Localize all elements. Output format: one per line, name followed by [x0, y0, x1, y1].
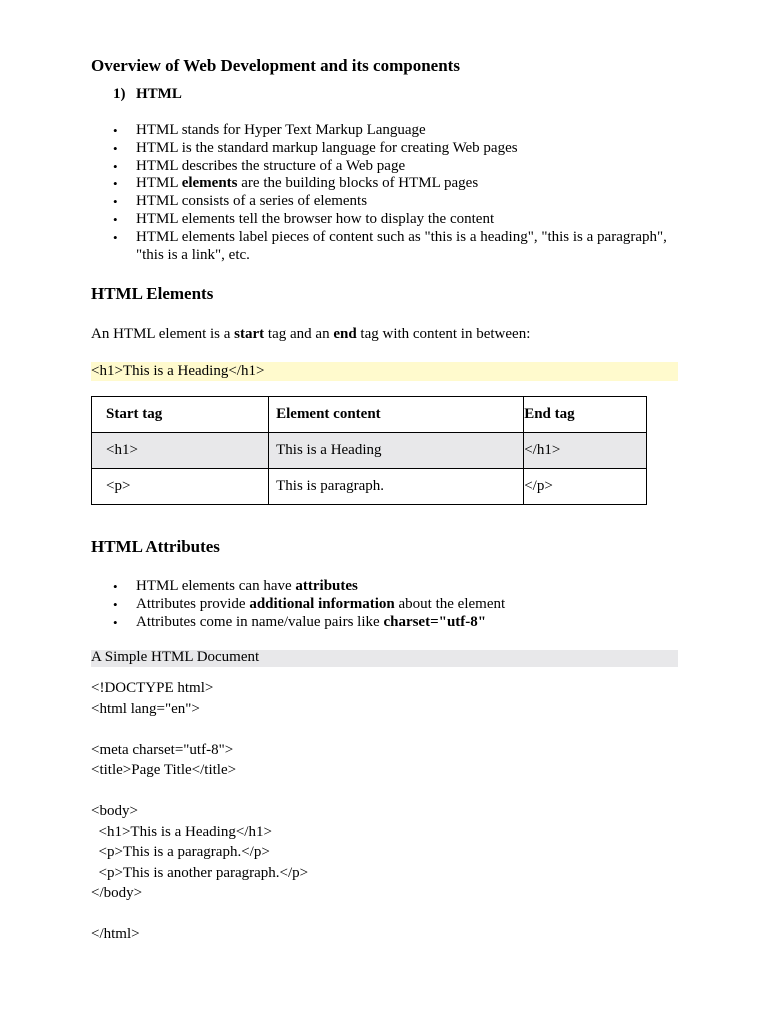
page-title: Overview of Web Development and its components	[91, 56, 460, 75]
list-item: • HTML elements can have attributes	[91, 578, 691, 596]
code-line: <html lang="en">	[91, 700, 200, 717]
elements-intro-text: An HTML element is a start tag and an end tag with content in between:	[91, 326, 531, 342]
list-item: • Attributes provide additional information about the element	[91, 596, 691, 614]
table-cell: </p>	[524, 469, 647, 505]
list-item: • HTML stands for Hyper Text Markup Language	[91, 122, 691, 140]
code-block	[91, 678, 308, 945]
code-line	[91, 781, 308, 802]
list-item: • HTML describes the structure of a Web page	[91, 158, 691, 176]
code-example-highlight	[91, 362, 678, 381]
code-line: <h1>This is a Heading</h1>	[91, 823, 272, 840]
column-header: Start tag	[92, 397, 269, 433]
list-item: • HTML is the standard markup language for creating Web pages	[91, 140, 691, 158]
section-heading-html	[113, 86, 182, 103]
code-line: <p>This is a paragraph.</p>	[91, 844, 270, 860]
code-line: </body>	[91, 885, 143, 901]
list-item: • HTML elements label pieces of content such as "this is a heading", "this is a paragraph", "this is a link", etc.	[91, 229, 691, 265]
list-item: • HTML elements are the building blocks of HTML pages	[91, 175, 691, 193]
table-header-row	[92, 397, 647, 433]
code-line: </html>	[91, 926, 140, 942]
tag-table	[91, 396, 647, 505]
code-line: <p>This is another paragraph.</p>	[91, 864, 309, 881]
code-line	[91, 719, 308, 740]
column-header: Element content	[269, 397, 524, 433]
table-cell: This is paragraph.	[269, 469, 524, 505]
list-item: • HTML consists of a series of elements	[91, 193, 691, 211]
simple-document-heading-bar	[91, 650, 678, 667]
table-cell: This is a Heading	[269, 433, 524, 469]
code-line: <body>	[91, 803, 138, 819]
list-item: • HTML elements tell the browser how to display the content	[91, 211, 691, 229]
html-facts-list	[91, 122, 691, 264]
html-attributes-heading: HTML Attributes	[91, 537, 220, 556]
table-row	[92, 433, 647, 469]
table-cell: </h1>	[524, 433, 647, 469]
code-line	[91, 904, 308, 925]
code-line: <!DOCTYPE html>	[91, 680, 214, 696]
list-item: • Attributes come in name/value pairs like charset="utf-8"	[91, 614, 691, 632]
code-line: <meta charset="utf-8">	[91, 741, 234, 758]
table-cell: <h1>	[92, 433, 269, 469]
table-cell: <p>	[92, 469, 269, 505]
html-elements-heading: HTML Elements	[91, 284, 214, 303]
code-example: <h1>This is a Heading</h1>	[91, 363, 265, 379]
attributes-list	[91, 578, 691, 631]
column-header: End tag	[524, 397, 647, 433]
simple-document-heading: A Simple HTML Document	[91, 649, 260, 665]
section-number: 1)	[113, 86, 126, 102]
code-line: <title>Page Title</title>	[91, 762, 237, 778]
section-heading-label: HTML	[136, 86, 182, 102]
table-row	[92, 469, 647, 505]
